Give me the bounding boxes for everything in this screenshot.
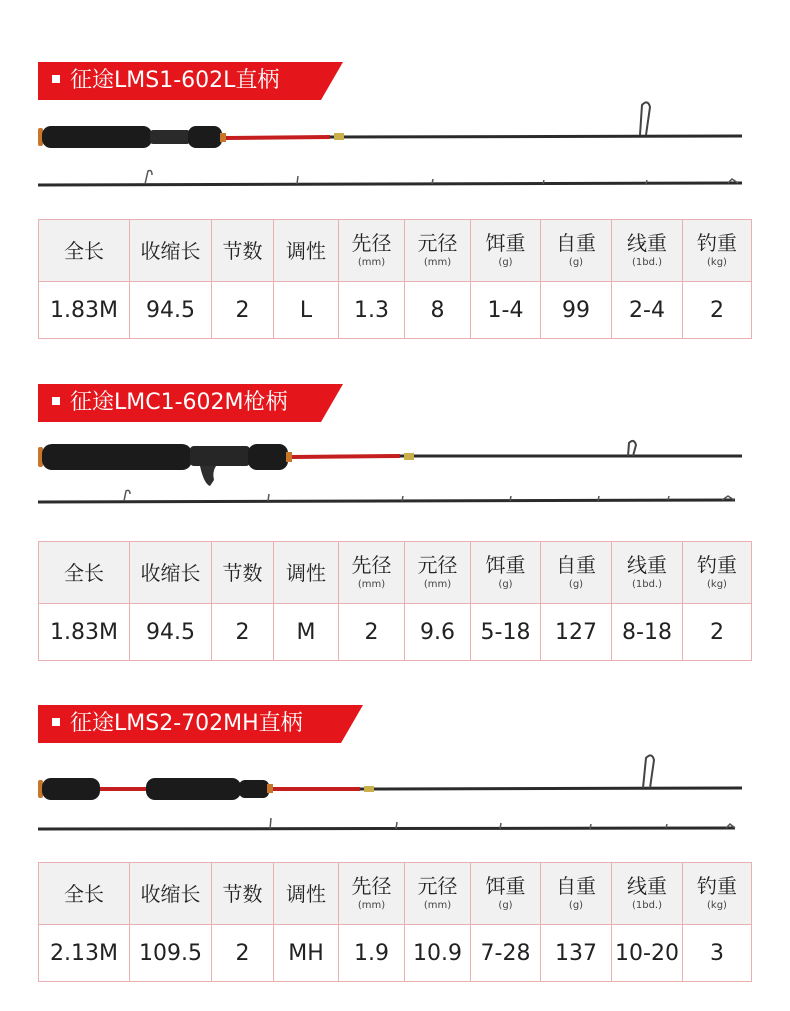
spec-header-row (39, 220, 752, 282)
header-cell: 钓重 (kg) (683, 542, 752, 604)
header-cell: 线重 (1bd.) (612, 542, 683, 604)
header-cell: 饵重 (g) (471, 220, 541, 282)
header-cell: 自重 (g) (541, 863, 612, 925)
value-cell: 2 (212, 604, 274, 661)
header-cell: 线重 (1bd.) (612, 863, 683, 925)
bullet-square-icon (52, 397, 60, 405)
header-cell: 全长 (39, 220, 130, 282)
value-cell: 3 (683, 925, 752, 982)
value-cell: 2 (683, 604, 752, 661)
value-cell: 5-18 (471, 604, 541, 661)
value-cell: 137 (541, 925, 612, 982)
header-cell: 先径 (mm) (339, 863, 405, 925)
header-cell: 调性 (274, 542, 339, 604)
value-cell: 94.5 (130, 282, 212, 339)
header-cell: 先径 (mm) (339, 220, 405, 282)
spec-table (38, 219, 752, 339)
value-cell: 9.6 (405, 604, 471, 661)
value-cell: 2 (212, 282, 274, 339)
spinning-handle-icon (38, 126, 226, 148)
casting-handle-icon (38, 444, 292, 486)
header-cell: 收缩长 (130, 220, 212, 282)
spec-value-row (39, 282, 752, 339)
value-cell: 8 (405, 282, 471, 339)
value-cell: 10-20 (612, 925, 683, 982)
header-cell: 元径 (mm) (405, 220, 471, 282)
value-cell: 10.9 (405, 925, 471, 982)
product-title: 征途LMS1-602L直柄 (70, 68, 280, 93)
header-cell: 节数 (212, 220, 274, 282)
rod-image-3 (0, 750, 790, 840)
value-cell: 99 (541, 282, 612, 339)
header-cell: 饵重 (g) (471, 542, 541, 604)
value-cell: 1-4 (471, 282, 541, 339)
header-cell: 先径 (mm) (339, 542, 405, 604)
header-cell: 线重 (1bd.) (612, 220, 683, 282)
value-cell: MH (274, 925, 339, 982)
header-cell: 自重 (g) (541, 220, 612, 282)
header-cell: 全长 (39, 863, 130, 925)
value-cell: 7-28 (471, 925, 541, 982)
value-cell: 1.83M (39, 282, 130, 339)
value-cell: L (274, 282, 339, 339)
header-cell: 钓重 (kg) (683, 863, 752, 925)
header-cell: 钓重 (kg) (683, 220, 752, 282)
header-cell: 收缩长 (130, 542, 212, 604)
value-cell: 8-18 (612, 604, 683, 661)
header-cell: 全长 (39, 542, 130, 604)
value-cell: 94.5 (130, 604, 212, 661)
product-title: 征途LMC1-602M枪柄 (70, 390, 288, 415)
header-cell: 元径 (mm) (405, 542, 471, 604)
header-cell: 节数 (212, 542, 274, 604)
value-cell: 2 (339, 604, 405, 661)
value-cell: 109.5 (130, 925, 212, 982)
bullet-square-icon (52, 75, 60, 83)
header-cell: 收缩长 (130, 863, 212, 925)
value-cell: 2 (683, 282, 752, 339)
value-cell: 2-4 (612, 282, 683, 339)
spec-header-row (39, 542, 752, 604)
header-cell: 调性 (274, 220, 339, 282)
value-cell: 2.13M (39, 925, 130, 982)
bullet-square-icon (52, 718, 60, 726)
spec-value-row (39, 604, 752, 661)
spec-table (38, 862, 752, 982)
value-cell: 1.9 (339, 925, 405, 982)
product-title: 征途LMS2-702MH直柄 (70, 711, 303, 736)
value-cell: 2 (212, 925, 274, 982)
product-title-banner (38, 705, 363, 743)
spec-header-row (39, 863, 752, 925)
value-cell: 1.83M (39, 604, 130, 661)
rod-image-1 (0, 95, 790, 195)
value-cell: M (274, 604, 339, 661)
value-cell: 1.3 (339, 282, 405, 339)
header-cell: 元径 (mm) (405, 863, 471, 925)
rod-image-2 (0, 430, 790, 515)
header-cell: 自重 (g) (541, 542, 612, 604)
spec-value-row (39, 925, 752, 982)
header-cell: 饵重 (g) (471, 863, 541, 925)
header-cell: 调性 (274, 863, 339, 925)
header-cell: 节数 (212, 863, 274, 925)
split-grip-handle-icon (38, 778, 273, 800)
spec-table (38, 541, 752, 661)
product-title-banner (38, 384, 343, 422)
value-cell: 127 (541, 604, 612, 661)
